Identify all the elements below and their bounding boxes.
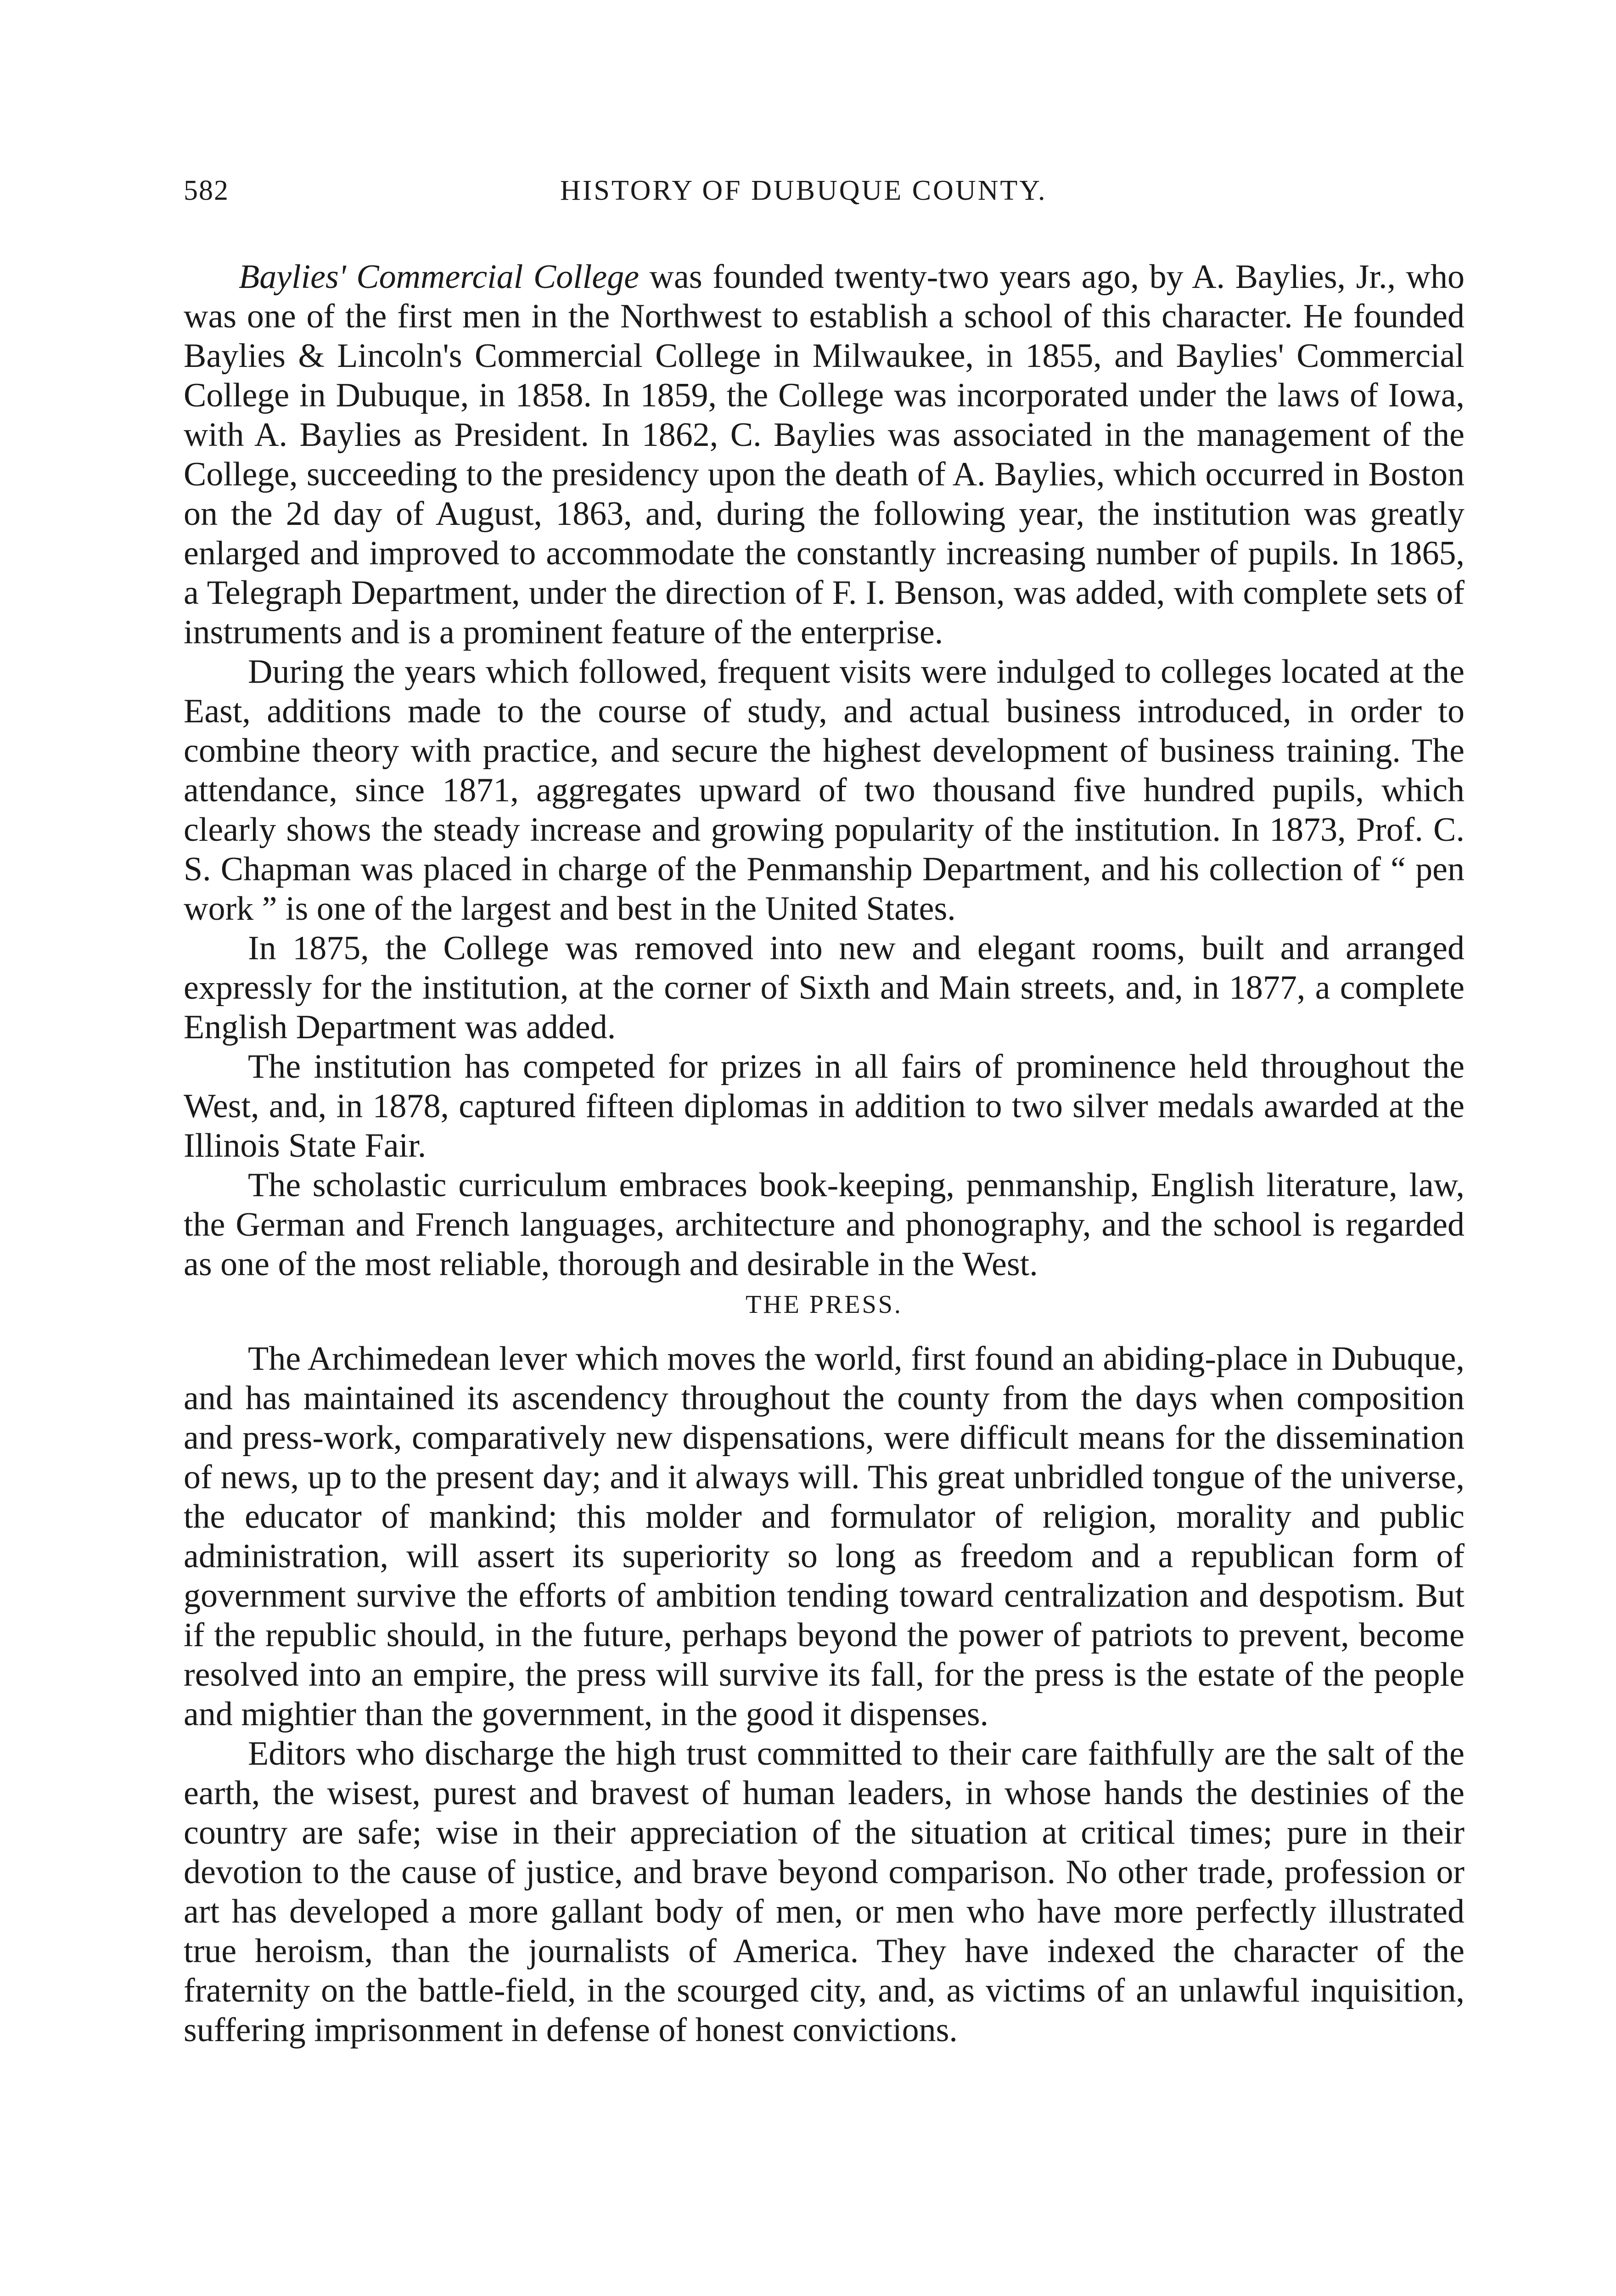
- page-number: 582: [184, 175, 229, 206]
- paragraph-college-rooms: In 1875, the College was removed into new and elegant rooms, built and arranged expressly for the institution, at the corner of Sixth and Main streets, and, in 1877, a complete English Department was added.: [184, 929, 1464, 1046]
- paragraph-college-prizes: The institution has competed for prizes in all fairs of prominence held throughout the West, and, in 1878, captured fifteen diplomas in addition to two silver medals awarded at the Illinois State Fair.: [184, 1048, 1464, 1165]
- paragraph-press-editors: Editors who discharge the high trust committed to their care faithfully are the salt of the earth, the wisest, purest and bravest of human leaders, in whose hands the destinies of the country are safe; wise in their appreciation of the situation at critical times; pure in their devotion to the cause of justice, and brave beyond comparison. No other trade, profession or art has developed a more gallant body of men, or men who have more perfectly illustrated true heroism, than the journalists of America. They have indexed the character of the fraternity on the battle-field, in the scourged city, and, as victims of an unlawful inquisition, suffering imprisonment in defense of honest convictions.: [184, 1735, 1464, 2049]
- paragraph-baylies-college: [184, 257, 1464, 652]
- paragraph-college-curriculum: The scholastic curriculum embraces book-keeping, penmanship, English literature, law, the German and French languages, architecture and phonography, and the school is regarded as one of the most reliable, thorough and desirable in the West.: [184, 1166, 1464, 1283]
- running-head-title: HISTORY OF DUBUQUE COUNTY.: [560, 175, 1047, 206]
- paragraph-college-growth: During the years which followed, frequent visits were indulged to colleges located at the East, additions made to the course of study, and actual business introduced, in order to combine theory with practice, and secure the highest development of business training. The attendance, since 1871, aggregates upward of two thousand five hundred pupils, which clearly shows the steady increase and growing popularity of the institution. In 1873, Prof. C. S. Chapman was placed in charge of the Penmanship Department, and his collection of “ pen work ” is one of the largest and best in the United States.: [184, 653, 1464, 928]
- paragraph-press-lever: The Archimedean lever which moves the world, first found an abiding-place in Dubuque, and has maintained its ascendency throughout the county from the days when composition and press-work, comparatively new dispensations, were difficult means for the dissemination of news, up to the present day; and it always will. This great unbridled tongue of the universe, the educator of mankind; this molder and formulator of religion, morality and public administration, will assert its superiority so long as freedom and a republican form of government survive the efforts of ambition tending toward centralization and despotism. But if the republic should, in the future, perhaps beyond the power of patriots to prevent, become resolved into an empire, the press will survive its fall, for the press is the estate of the people and mightier than the government, in the good it dispenses.: [184, 1340, 1464, 1733]
- paragraph-text: was founded twenty-two years ago, by A. Baylies, Jr., who was one of the first men in the Northwest to establish a school of this character. He founded Baylies & Lincoln's Commercial College in Milwaukee, in 1855, and Baylies' Commercial College in Dubuque, in 1858. In 1859, the College was incorporated under the laws of Iowa, with A. Baylies as President. In 1862, C. Baylies was associated in the management of the College, succeeding to the presidency upon the death of A. Baylies, which occurred in Boston on the 2d day of August, 1863, and, during the following year, the institution was greatly enlarged and improved to accommodate the constantly increasing number of pupils. In 1865, a Telegraph Department, under the direction of F. I. Benson, was added, with complete sets of instruments and is a prominent feature of the enterprise.: [184, 258, 1464, 651]
- running-head: [184, 174, 1469, 216]
- section-heading-the-press: THE PRESS.: [746, 1290, 903, 1319]
- body-text: [184, 257, 1464, 2050]
- college-name-italic: Baylies' Commercial College: [239, 258, 640, 296]
